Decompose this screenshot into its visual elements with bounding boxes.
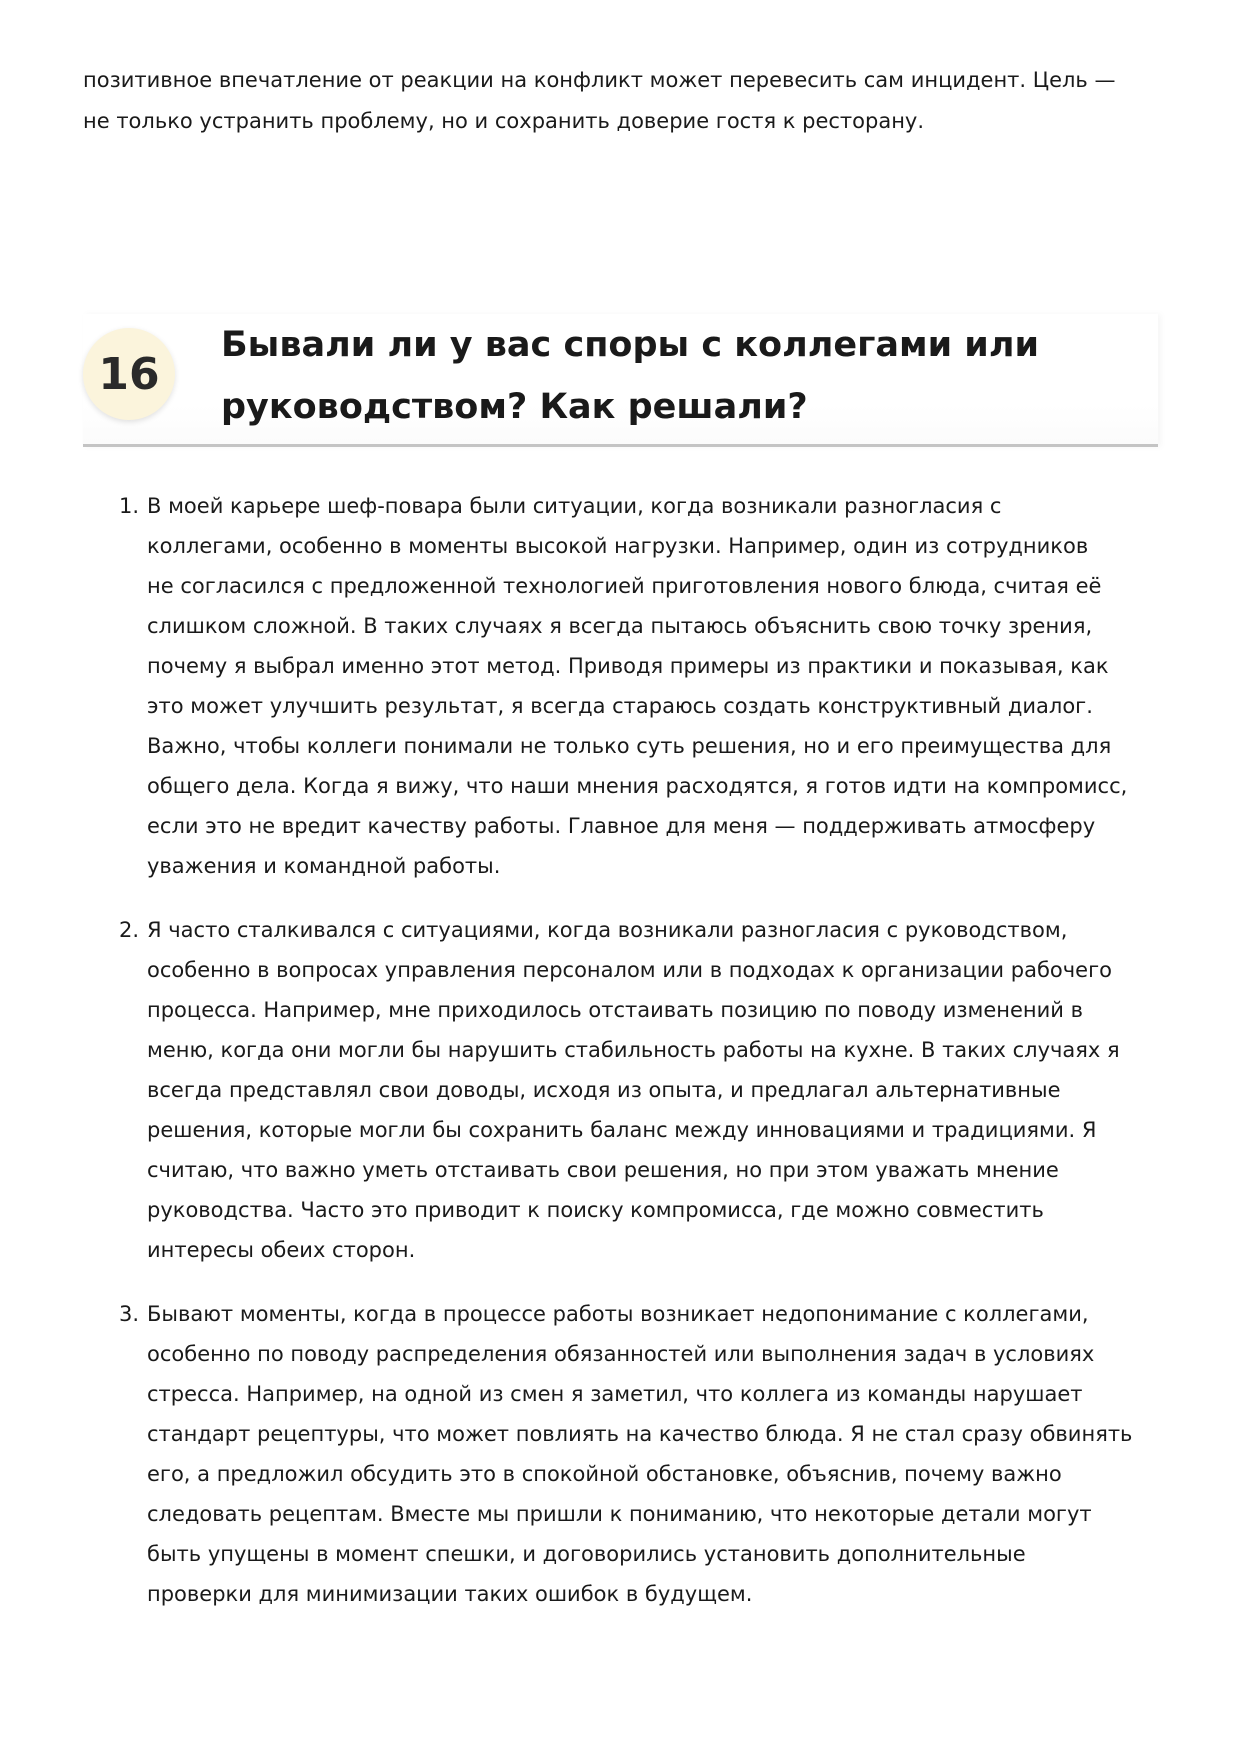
answer-line: Я часто сталкивался с ситуациями, когда возникали разногласия с руководством, (147, 918, 1068, 942)
answer-number: 3. (119, 1302, 140, 1326)
answer-line: меню, когда они могли бы нарушить стабильность работы на кухне. В таких случаях я (147, 1038, 1120, 1062)
answer-line: Важно, чтобы коллеги понимали не только суть решения, но и его преимущества для (147, 734, 1112, 758)
answer-line: В моей карьере шеф-повара были ситуации, когда возникали разногласия с (147, 494, 1002, 518)
answer-item (113, 910, 1173, 1270)
question-header (83, 314, 1158, 447)
answer-line: почему я выбрал именно этот метод. Приводя примеры из практики и показывая, как (147, 654, 1109, 678)
answer-line: всегда представлял свои доводы, исходя из опыта, и предлагал альтернативные (147, 1078, 1061, 1102)
answer-item (113, 486, 1173, 886)
answer-line: руководства. Часто это приводит к поиску компромисса, где можно совместить (147, 1198, 1044, 1222)
answer-text (147, 1294, 1173, 1614)
intro-line: не только устранить проблему, но и сохранить доверие гостя к ресторану. (83, 109, 925, 133)
answer-number: 2. (119, 918, 140, 942)
intro-paragraph (83, 60, 1163, 142)
answer-line: не согласился с предложенной технологией приготовления нового блюда, считая её (147, 574, 1102, 598)
answer-line: проверки для минимизации таких ошибок в будущем. (147, 1582, 753, 1606)
answer-text (147, 910, 1173, 1270)
answer-line: особенно в вопросах управления персоналом или в подходах к организации рабочего (147, 958, 1112, 982)
answer-line: следовать рецептам. Вместе мы пришли к пониманию, что некоторые детали могут (147, 1502, 1092, 1526)
answer-line: общего дела. Когда я вижу, что наши мнения расходятся, я готов идти на компромисс, (147, 774, 1128, 798)
question-title-line: Бывали ли у вас споры с коллегами или (221, 325, 1039, 365)
answer-line: процесса. Например, мне приходилось отстаивать позицию по поводу изменений в (147, 998, 1084, 1022)
answer-line: стресса. Например, на одной из смен я заметил, что коллега из команды нарушает (147, 1382, 1083, 1406)
answer-line: Бывают моменты, когда в процессе работы возникает недопонимание с коллегами, (147, 1302, 1089, 1326)
answer-text (147, 486, 1173, 886)
answer-line: особенно по поводу распределения обязанностей или выполнения задач в условиях (147, 1342, 1095, 1366)
intro-line: позитивное впечатление от реакции на конфликт может перевесить сам инцидент. Цель — (83, 68, 1116, 92)
answer-line: быть упущены в момент спешки, и договорились установить дополнительные (147, 1542, 1026, 1566)
answer-line: считаю, что важно уметь отстаивать свои решения, но при этом уважать мнение (147, 1158, 1059, 1182)
answer-number: 1. (119, 494, 140, 518)
answer-item (113, 1294, 1173, 1614)
answer-line: интересы обеих сторон. (147, 1238, 416, 1262)
answer-line: слишком сложной. В таких случаях я всегда пытаюсь объяснить свою точку зрения, (147, 614, 1093, 638)
answer-list (113, 486, 1173, 1638)
question-number-badge: 16 (83, 328, 175, 420)
answer-line: стандарт рецептуры, что может повлиять на качество блюда. Я не стал сразу обвинять (147, 1422, 1133, 1446)
answer-line: решения, которые могли бы сохранить баланс между инновациями и традициями. Я (147, 1118, 1097, 1142)
question-title (221, 314, 1151, 438)
answer-line: это может улучшить результат, я всегда стараюсь создать конструктивный диалог. (147, 694, 1093, 718)
question-title-line: руководством? Как решали? (221, 387, 808, 427)
answer-line: его, а предложил обсудить это в спокойной обстановке, объяснив, почему важно (147, 1462, 1062, 1486)
answer-line: уважения и командной работы. (147, 854, 501, 878)
answer-line: если это не вредит качеству работы. Главное для меня — поддерживать атмосферу (147, 814, 1096, 838)
answer-line: коллегами, особенно в моменты высокой нагрузки. Например, один из сотрудников (147, 534, 1089, 558)
